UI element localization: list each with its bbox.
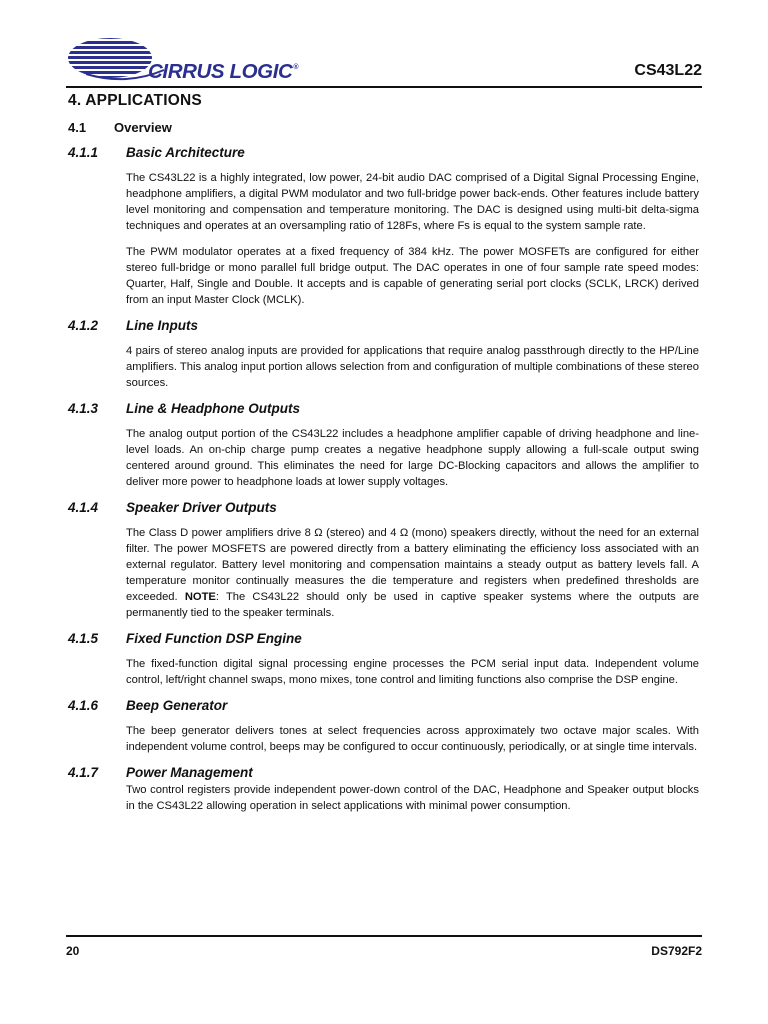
paragraph: The analog output portion of the CS43L22 includes a headphone amplifier capable of driving headphone and line-level loads. An on-chip charge pump creates a negative headphone supply allowing a full-scale output swing centered around ground. This eliminates the need for large DC-Blocking capacitors and allows the amplifier to deliver more power to headphone loads at lower supply voltages. bbox=[126, 428, 699, 488]
paragraph: The CS43L22 is a highly integrated, low power, 24-bit audio DAC comprised of a Digital Signal Processing Engine, headphone amplifiers, a digital PWM modulator and two full-bridge power back-ends. Other features include battery level monitoring and compensation and temperature monitoring. The DAC is designed using multi-bit delta-sigma techniques and operates at an oversampling ratio of 128Fs, where Fs is equal to the system sample rate. bbox=[126, 172, 699, 232]
paragraph: Two control registers provide independent power-down control of the DAC, Headphone and Speaker output blocks in the CS43L22 allowing operation in select applications with minimal power consumption. bbox=[126, 784, 699, 812]
subsection-heading-dsp-engine bbox=[68, 631, 702, 646]
subsection-title: Basic Architecture bbox=[126, 145, 245, 160]
subsection-number: 4.1.4 bbox=[68, 500, 99, 515]
cirrus-logic-logo bbox=[66, 30, 299, 86]
page-number: 20 bbox=[66, 944, 80, 958]
paragraph: The fixed-function digital signal processing engine processes the PCM serial input data. Independent volume control, left/right channel swaps, mono mixes, tone control and limiting functions also comprise the DSP engine. bbox=[126, 658, 699, 686]
subsection-number: 4.1.2 bbox=[68, 318, 99, 333]
subsection-heading-line-headphone-outputs bbox=[68, 401, 702, 416]
note-text: : The CS43L22 should only be used in captive speaker systems where the outputs are permanently tied to the speaker terminals. bbox=[126, 591, 700, 619]
subsection-title: Fixed Function DSP Engine bbox=[126, 631, 302, 646]
logo-text: CIRRUS LOGIC bbox=[148, 60, 293, 83]
note-label: NOTE bbox=[184, 591, 216, 603]
subsection-number: 4.1.6 bbox=[68, 698, 99, 713]
subsection-heading-basic-architecture bbox=[68, 145, 702, 160]
paragraph: The PWM modulator operates at a fixed frequency of 384 kHz. The power MOSFETs are configured for either stereo full-bridge or mono parallel full bridge output. The DAC operates in one of four sample rate speed modes: Quarter, Half, Single and Double. It accepts and is capable of generating serial port clocks (SCLK, LRCK) derived from an input Master Clock (MCLK). bbox=[126, 246, 699, 306]
subsection-heading-speaker-driver-outputs bbox=[68, 500, 702, 515]
section-title: Overview bbox=[114, 120, 172, 135]
paragraph-text: The Class D power amplifiers drive 8 Ω (stereo) and 4 Ω (mono) speakers directly, without the need for an external filter. The power MOSFETS are powered directly from a battery eliminating the efficiency loss associated with an external regulator. Battery level monitoring and compensation maintains a steady output as battery levels fall. A temperature monitor continually measures the die temperature and registers when predefined thresholds are exceeded. bbox=[126, 527, 699, 603]
subsection-number: 4.1.5 bbox=[68, 631, 99, 646]
subsection-number: 4.1.1 bbox=[68, 145, 99, 160]
subsection-heading-beep-generator bbox=[68, 698, 702, 713]
subsection-title: Line & Headphone Outputs bbox=[126, 401, 300, 416]
subsection-title: Speaker Driver Outputs bbox=[126, 500, 277, 515]
subsection-number: 4.1.7 bbox=[68, 765, 99, 780]
subsection-title: Line Inputs bbox=[126, 318, 198, 333]
chapter-title: 4. APPLICATIONS bbox=[68, 92, 202, 109]
subsection-title: Power Management bbox=[126, 765, 253, 780]
paragraph: 4 pairs of stereo analog inputs are provided for applications that require analog passthrough directly to the HP/Line amplifiers. This analog input portion allows selection from and configuration of multiple combinations of these stereo sources. bbox=[126, 345, 699, 389]
section-heading-overview bbox=[68, 120, 702, 135]
subsection-heading-power-management bbox=[68, 765, 702, 780]
subsection-heading-line-inputs bbox=[68, 318, 702, 333]
subsection-title: Beep Generator bbox=[126, 698, 228, 713]
header-divider bbox=[66, 86, 702, 88]
paragraph bbox=[126, 525, 699, 621]
page-header bbox=[66, 30, 702, 88]
subsection-number: 4.1.3 bbox=[68, 401, 99, 416]
section-number: 4.1 bbox=[68, 120, 87, 135]
document-id: DS792F2 bbox=[651, 944, 702, 958]
registered-mark: ® bbox=[293, 64, 299, 71]
paragraph: The beep generator delivers tones at select frequencies across approximately two octave major scales. With independent volume control, beeps may be configured to occur continuously, periodically, or at single time intervals. bbox=[126, 725, 699, 753]
footer-divider bbox=[66, 935, 702, 937]
part-number: CS43L22 bbox=[634, 62, 702, 79]
page-content bbox=[66, 89, 702, 814]
